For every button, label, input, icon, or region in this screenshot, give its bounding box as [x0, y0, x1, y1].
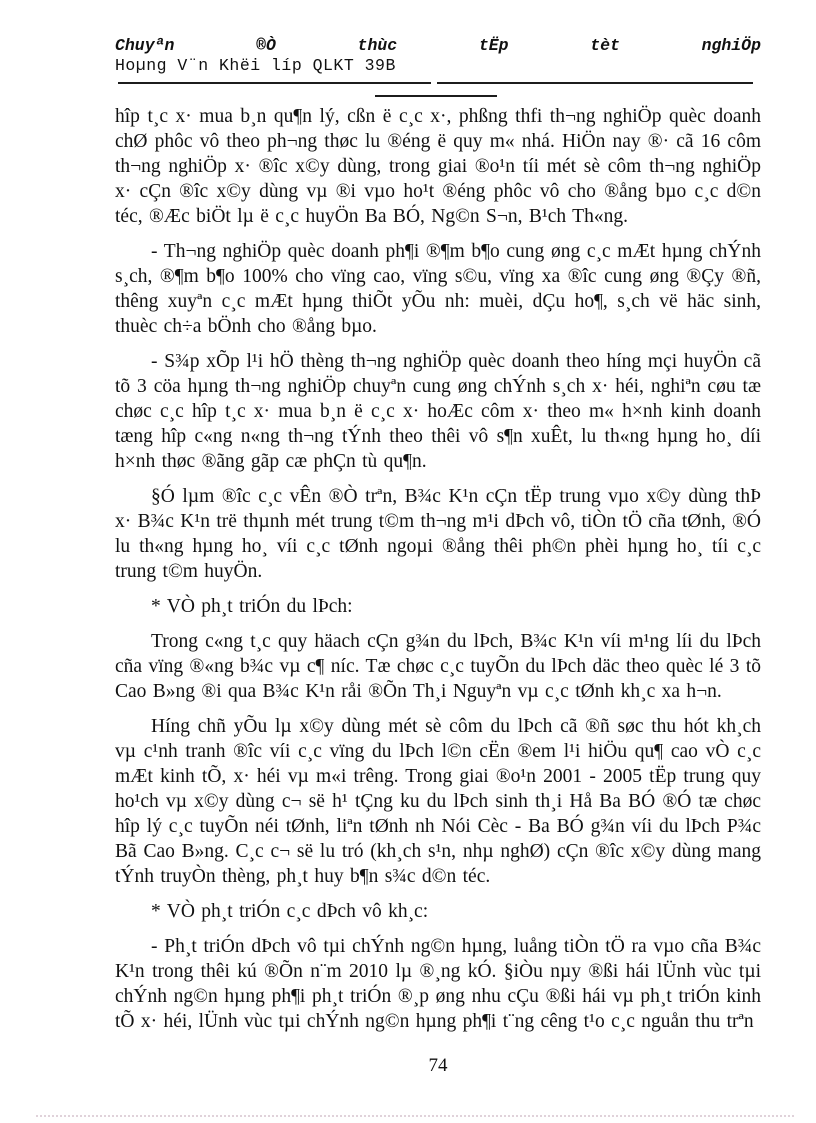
- page-break-dotted-line: [36, 1115, 794, 1117]
- body-text: [115, 104, 761, 1034]
- page-number: 74: [428, 1055, 448, 1076]
- body-paragraph: - Ph¸t triÓn dÞch vô tµi chÝnh ng©n hµng, luång tiÒn tÖ ra vµo cña B¾c K¹n trong thêi kú ®Õn n¨m 2010 lµ ®¸ng kÓ. §iÒu nµy ®ßi hái lÜnh vùc tµi chÝnh ng©n hµng ph¶i ph¸t triÓn ®¸p øng nhu cÇu ®ßi hái vµ ph¸t triÓn kinh tÕ x· héi, lÜnh vùc tµi chÝnh ng©n hµng ph¶i t¨ng cêng t¹o c¸c nguån thu trªn: [115, 936, 761, 1032]
- body-paragraph: §Ó lµm ®îc c¸c vÊn ®Ò trªn, B¾c K¹n cÇn tËp trung vµo x©y dùng thÞ x· B¾c K¹n trë thµnh mét trung t©m th¬ng m¹i dÞch vô, tiÒn tÖ cña tØnh, ®Ó lu th«ng hµng ho¸ víi c¸c tØnh ngoµi ®ång thêi ph©n phèi hµng ho¸ tíi c¸c trung t©m huyÖn.: [115, 486, 761, 582]
- body-paragraph: Híng chñ yÕu lµ x©y dùng mét sè côm du lÞch cã ®ñ søc thu hót kh¸ch vµ c¹nh tranh ®îc víi c¸c vïng du lÞch l©n cËn ®em l¹i hiÖu qu¶ cao vÒ c¸c mÆt kinh tÕ, x· héi vµ m«i trêng. Trong giai ®o¹n 2001 - 2005 tËp trung quy ho¹ch vµ x©y dùng c¬ së h¹ tÇng ku du lÞch sinh th¸i Hå Ba BÓ ®Ó tæ chøc hîp lý c¸c tuyÕn néi tØnh, liªn tØnh nh Nói Cèc - Ba BÓ g¾n víi du lÞch P¾c Bã Cao B»ng. C¸c c¬ së lu tró (kh¸ch s¹n, nhµ nghØ) cÇn ®îc x©y dùng mang tÝnh truyÒn thèng, ph¸t huy b¶n s¾c d©n téc.: [115, 716, 761, 887]
- header-title-word: thùc: [357, 36, 398, 55]
- header-rule-long: [118, 82, 761, 84]
- body-paragraph: - S¾p xÕp l¹i hÖ thèng th¬ng nghiÖp quèc doanh theo híng mçi huyÖn cã tõ 3 cöa hµng th¬ng nghiÖp chuyªn cung øng chÝnh s¸ch x· héi, nghiªn cøu tæ chøc c¸c hîp t¸c x· mua b¸n ë c¸c x· hoÆc côm x· theo m« h×nh kinh doanh tæng hîp c«ng n«ng th¬ng tÝnh theo thêi vô s¶n xuÊt, lu th«ng hµng ho¸ díi h×nh thøc ®ãng gãp cæ phÇn tù qu¶n.: [115, 351, 761, 472]
- section-heading: * VÒ ph¸t triÓn c¸c dÞch vô kh¸c:: [151, 901, 429, 922]
- header-title-word: nghiÖp: [701, 36, 761, 55]
- section-heading: * VÒ ph¸t triÓn du lÞch:: [151, 596, 353, 617]
- header-rule-segment: [437, 82, 753, 84]
- body-paragraph: hîp t¸c x· mua b¸n qu¶n lý, cßn ë c¸c x·, phßng thfi th¬ng nghiÖp quèc doanh chØ phôc vô theo ph¬ng thøc lu ®éng ë quy m« nhá. HiÖn nay ®· cã 16 côm th¬ng nghiÖp x· ®îc x©y dùng, trong giai ®o¹n tíi mét sè côm th¬ng nghiÖp x· cÇn ®îc x©y dùng vµ ®i vµo ho¹t ®éng phôc vô cho ®ång bµo c¸c d©n téc, ®Æc biÖt lµ ë c¸c huyÖn Ba BÓ, Ng©n S¬n, B¹ch Th«ng.: [115, 106, 761, 227]
- body-paragraph: Trong c«ng t¸c quy häach cÇn g¾n du lÞch, B¾c K¹n víi m¹ng líi du lÞch cña vïng ®«ng b¾c vµ c¶ níc. Tæ chøc c¸c tuyÕn du lÞch däc theo quèc lé 3 tõ Cao B»ng ®i qua B¾c K¹n råi ®Õn Th¸i Nguyªn vµ c¸c tØnh kh¸c xa h¬n.: [115, 631, 761, 702]
- header-title-word: tËp: [478, 36, 509, 55]
- header-title-word: ®Ò: [256, 36, 276, 55]
- header-author-line: Hoµng V¨n Khëi líp QLKT 39B: [115, 56, 396, 75]
- body-paragraph: - Th¬ng nghiÖp quèc doanh ph¶i ®¶m b¶o cung øng c¸c mÆt hµng chÝnh s¸ch, ®¶m b¶o 100% cho vïng cao, vïng s©u, vïng xa ®îc cung øng ®Çy ®ñ, thêng xuyªn c¸c mÆt hµng thiÕt yÕu nh: muèi, dÇu ho¶, s¸ch vë häc sinh, thuèc ch÷a bÖnh cho ®ång bµo.: [115, 241, 761, 337]
- header-rule-segment: [118, 82, 431, 84]
- header-rule-short: [375, 95, 497, 97]
- header-title-word: Chuyªn: [115, 36, 175, 55]
- page-content: [115, 0, 761, 1044]
- page-header: [115, 36, 761, 97]
- header-title: [115, 36, 761, 56]
- header-title-word: tèt: [590, 36, 620, 55]
